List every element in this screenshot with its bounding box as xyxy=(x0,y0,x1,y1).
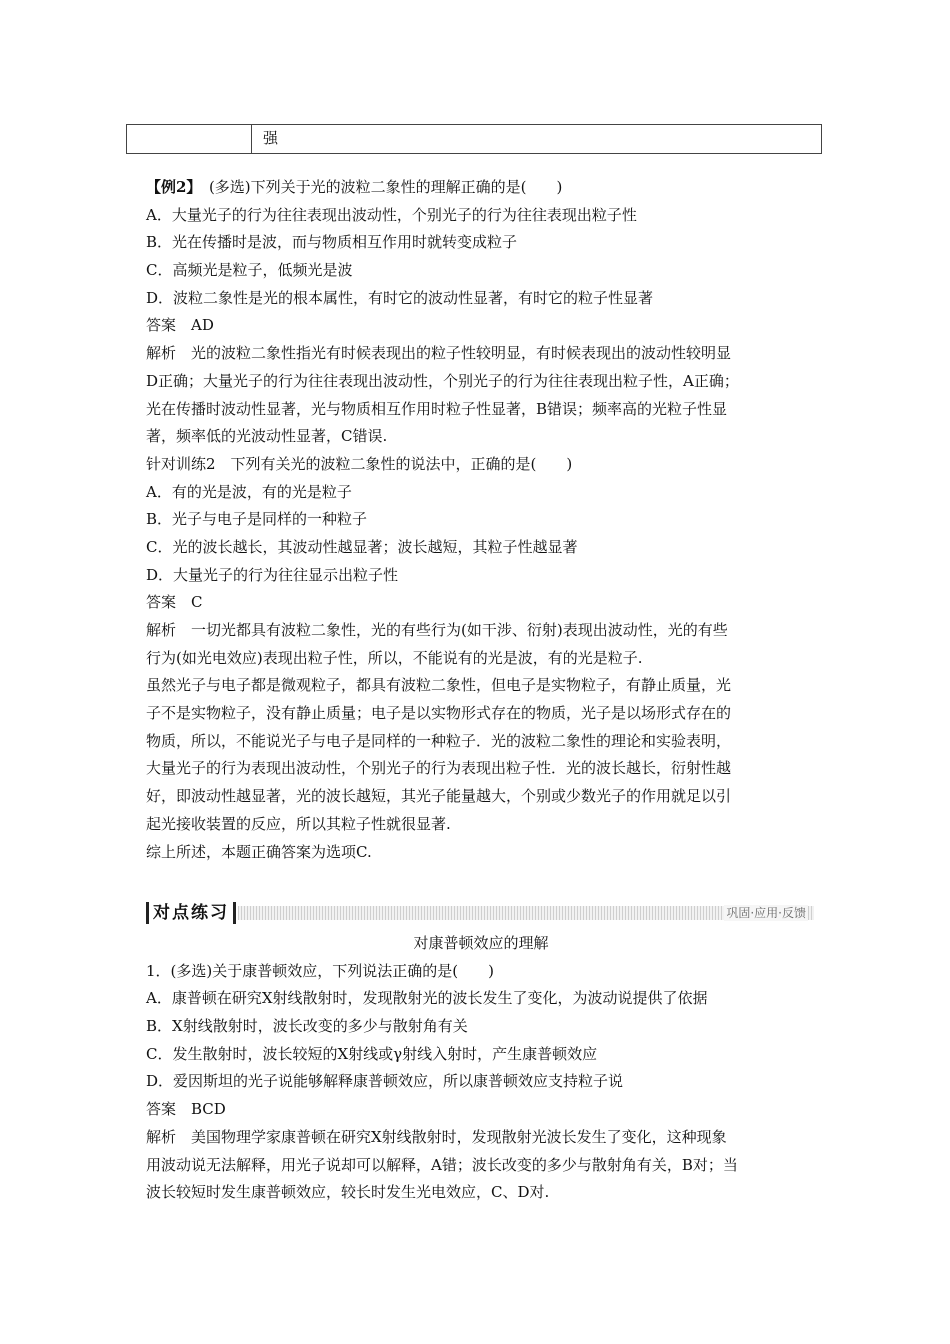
q1-option: B．X射线散射时，波长改变的多少与散射角有关 xyxy=(146,1017,468,1036)
section-topic: 对康普顿效应的理解 xyxy=(413,934,549,952)
example-option: B．光在传播时是波，而与物质相互作用时就转变成粒子 xyxy=(146,233,518,252)
example-option: A．大量光子的行为往往表现出波动性，个别光子的行为往往表现出粒子性 xyxy=(146,205,637,224)
table-cell: 强 xyxy=(263,129,279,147)
q1-question: 1．(多选)关于康普顿效应，下列说法正确的是( ) xyxy=(146,961,494,980)
q1-analysis-line: 用波动说无法解释，用光子说却可以解释，A错；波长改变的多少与散射角有关，B对；当 xyxy=(146,1155,738,1174)
section-header xyxy=(146,902,814,924)
training-analysis-line: 起光接收装置的反应，所以其粒子性就很显著. xyxy=(146,814,451,833)
training-analysis-line: 大量光子的行为表现出波动性，个别光子的行为表现出粒子性．光的波长越长，衍射性越 xyxy=(146,759,732,778)
example-label: 【例2】 xyxy=(146,178,194,196)
training-analysis-line: 综上所述，本题正确答案为选项C. xyxy=(146,842,372,861)
example-option: C．高频光是粒子，低频光是波 xyxy=(146,261,353,280)
training-analysis-line: 虽然光子与电子都是微观粒子，都具有波粒二象性，但电子是实物粒子，有静止质量，光 xyxy=(146,676,732,695)
training-option: A．有的光是波，有的光是粒子 xyxy=(146,482,352,501)
example-question-line xyxy=(146,174,816,202)
example-analysis-line: D正确；大量光子的行为往往表现出波动性，个别光子的行为往往表现出粒子性，A正确； xyxy=(146,371,739,390)
example-answer: 答案 AD xyxy=(146,316,214,335)
practice-block xyxy=(146,930,816,1207)
q1-analysis-line: 解析 美国物理学家康普顿在研究X射线散射时，发现散射光波长发生了变化，这种现象 xyxy=(146,1127,727,1146)
example-question: (多选)下列关于光的波粒二象性的理解正确的是( ) xyxy=(193,178,563,196)
training-answer: 答案 C xyxy=(146,593,203,612)
training-analysis-line: 子不是实物粒子，没有静止质量；电子是以实物形式存在的物质，光子是以场形式存在的 xyxy=(146,704,732,723)
example-analysis-line: 光在传播时波动性显著，光与物质相互作用时粒子性显著，B错误；频率高的光粒子性显 xyxy=(146,399,728,418)
q1-option: A．康普顿在研究X射线散射时，发现散射光的波长发生了变化，为波动说提供了依据 xyxy=(146,989,708,1008)
example-analysis-line: 解析 光的波粒二象性指光有时候表现出的粒子性较明显，有时候表现出的波动性较明显 xyxy=(146,344,732,363)
example-option: D．波粒二象性是光的根本属性，有时它的波动性显著，有时它的粒子性显著 xyxy=(146,288,654,307)
training-option: D．大量光子的行为往往显示出粒子性 xyxy=(146,565,399,584)
example-analysis-line: 著，频率低的光波动性显著，C错误. xyxy=(146,427,388,446)
training-analysis-line: 好，即波动性越显著，光的波长越短，其光子能量越大，个别或少数光子的作用就足以引 xyxy=(146,787,732,806)
training-option: B．光子与电子是同样的一种粒子 xyxy=(146,510,368,529)
q1-option: C．发生散射时，波长较短的X射线或γ射线入射时，产生康普顿效应 xyxy=(146,1044,598,1063)
training-analysis-line: 物质，所以，不能说光子与电子是同样的一种粒子．光的波粒二象性的理论和实验表明， xyxy=(146,731,732,750)
table-fragment xyxy=(126,124,822,154)
section-title: 对点练习 xyxy=(146,902,236,924)
example-block xyxy=(146,174,816,866)
q1-analysis-line: 波长较短时发生康普顿效应，较长时发生光电效应，C、D对. xyxy=(146,1183,550,1202)
training-option: C．光的波长越长，其波动性越显著；波长越短，其粒子性越显著 xyxy=(146,537,578,556)
q1-option: D．爱因斯坦的光子说能够解释康普顿效应，所以康普顿效应支持粒子说 xyxy=(146,1072,624,1091)
section-subtitle: 巩固·应用·反馈 xyxy=(726,906,806,920)
training-question: 针对训练2 下列有关光的波粒二象性的说法中，正确的是( ) xyxy=(146,454,573,473)
q1-answer: 答案 BCD xyxy=(146,1100,226,1119)
training-analysis-line: 解析 一切光都具有波粒二象性，光的有些行为(如干涉、衍射)表现出波动性，光的有些 xyxy=(146,621,728,639)
table-divider xyxy=(251,125,252,153)
training-analysis-line: 行为(如光电效应)表现出粒子性，所以，不能说有的光是波，有的光是粒子. xyxy=(146,648,643,667)
